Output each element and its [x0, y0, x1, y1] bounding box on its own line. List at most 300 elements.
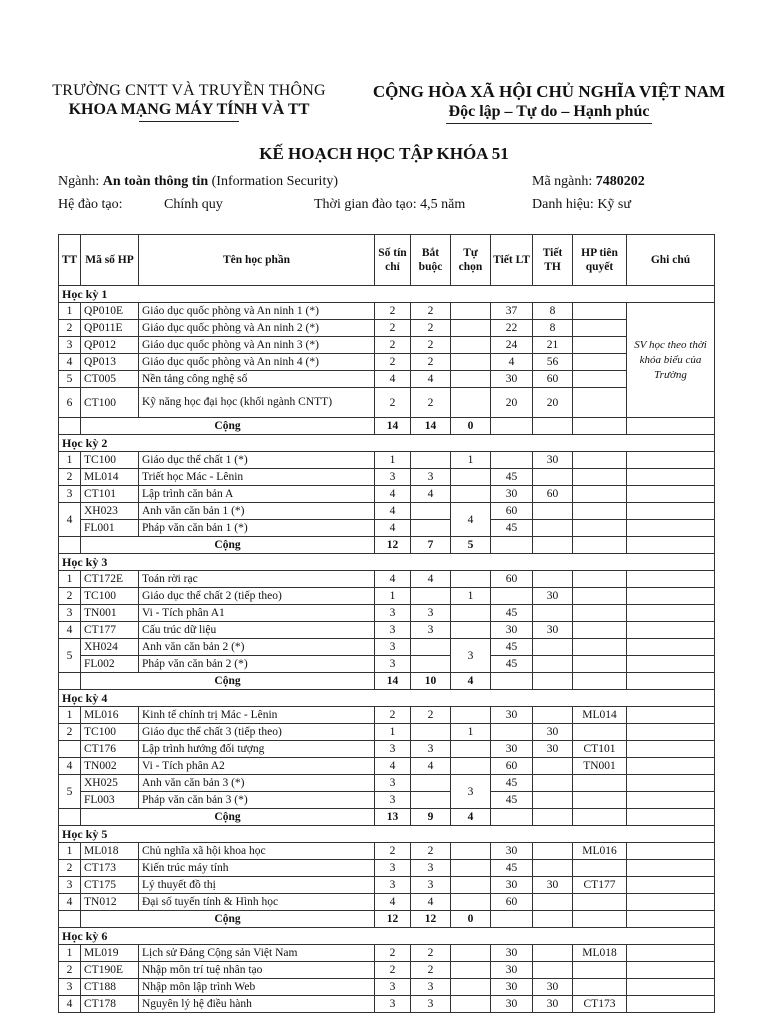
credits: 3	[375, 979, 411, 996]
header-required: Bắt buộc	[411, 235, 451, 286]
total-row	[59, 537, 715, 554]
credits: 2	[375, 337, 411, 354]
prerequisite	[573, 979, 627, 996]
empty-cell	[533, 673, 573, 690]
theory-hours: 60	[491, 571, 533, 588]
total-credits: 12	[375, 537, 411, 554]
semester-header-row	[59, 826, 715, 843]
header-note: Ghi chú	[627, 235, 715, 286]
total-credits: 12	[375, 911, 411, 928]
elective-credits	[451, 894, 491, 911]
course-name: Giáo dục thể chất 2 (tiếp theo)	[139, 588, 375, 605]
theory-hours: 60	[491, 758, 533, 775]
course-code: CT178	[81, 996, 139, 1013]
practice-hours	[533, 520, 573, 537]
required-credits: 3	[411, 605, 451, 622]
elective-credits	[451, 996, 491, 1013]
required-credits: 4	[411, 486, 451, 503]
practice-hours	[533, 656, 573, 673]
empty-cell	[533, 418, 573, 435]
row-number: 4	[59, 354, 81, 371]
practice-hours: 21	[533, 337, 573, 354]
required-credits: 2	[411, 303, 451, 320]
training-label: Hệ đào tạo:	[58, 197, 123, 212]
note-cell	[627, 588, 715, 605]
course-name: Anh văn căn bản 1 (*)	[139, 503, 375, 520]
note-cell	[627, 486, 715, 503]
header-tt: TT	[59, 235, 81, 286]
total-elective: 4	[451, 673, 491, 690]
note-cell	[627, 520, 715, 537]
required-credits	[411, 724, 451, 741]
header-credits: Số tín chỉ	[375, 235, 411, 286]
note-cell	[627, 962, 715, 979]
theory-hours: 30	[491, 843, 533, 860]
row-number: 5	[59, 371, 81, 388]
elective-credits	[451, 605, 491, 622]
prerequisite	[573, 588, 627, 605]
required-credits	[411, 588, 451, 605]
course-code: TN001	[81, 605, 139, 622]
theory-hours: 24	[491, 337, 533, 354]
total-required: 9	[411, 809, 451, 826]
table-row	[59, 877, 715, 894]
theory-hours: 30	[491, 622, 533, 639]
empty-cell	[533, 809, 573, 826]
required-credits	[411, 503, 451, 520]
course-code: CT175	[81, 877, 139, 894]
total-credits: 14	[375, 673, 411, 690]
course-name: Toán rời rạc	[139, 571, 375, 588]
required-credits	[411, 775, 451, 792]
semester-title: Học kỳ 5	[59, 826, 715, 843]
empty-cell	[627, 673, 715, 690]
course-name: Nhập môn trí tuệ nhân tạo	[139, 962, 375, 979]
credits: 1	[375, 452, 411, 469]
elective-credits: 3	[451, 775, 491, 809]
prerequisite	[573, 656, 627, 673]
major-info	[58, 174, 338, 190]
note-cell	[627, 979, 715, 996]
elective-credits	[451, 388, 491, 418]
theory-hours: 30	[491, 979, 533, 996]
note-cell	[627, 656, 715, 673]
course-code: CT100	[81, 388, 139, 418]
semester-note: SV học theo thời khóa biểu của Trường	[627, 303, 715, 418]
prerequisite	[573, 724, 627, 741]
prerequisite: CT101	[573, 741, 627, 758]
course-name: Nhập môn lập trình Web	[139, 979, 375, 996]
empty-cell	[59, 537, 81, 554]
motto-underline	[446, 123, 652, 124]
empty-cell	[573, 418, 627, 435]
credits: 3	[375, 622, 411, 639]
practice-hours: 60	[533, 486, 573, 503]
note-cell	[627, 758, 715, 775]
prerequisite	[573, 354, 627, 371]
prerequisite	[573, 571, 627, 588]
prerequisite: CT173	[573, 996, 627, 1013]
theory-hours: 45	[491, 775, 533, 792]
course-code: TC100	[81, 724, 139, 741]
required-credits: 3	[411, 741, 451, 758]
prerequisite	[573, 860, 627, 877]
elective-credits	[451, 860, 491, 877]
theory-hours	[491, 588, 533, 605]
empty-cell	[59, 418, 81, 435]
table-row	[59, 388, 715, 418]
empty-cell	[573, 911, 627, 928]
row-number: 2	[59, 962, 81, 979]
credits: 2	[375, 707, 411, 724]
table-row	[59, 588, 715, 605]
theory-hours: 45	[491, 520, 533, 537]
empty-cell	[573, 809, 627, 826]
total-label: Cộng	[81, 911, 375, 928]
credits: 2	[375, 320, 411, 337]
table-row	[59, 979, 715, 996]
total-row	[59, 911, 715, 928]
row-number: 2	[59, 469, 81, 486]
course-code: CT172E	[81, 571, 139, 588]
elective-credits	[451, 843, 491, 860]
total-elective: 4	[451, 809, 491, 826]
course-name: Giáo dục quốc phòng và An ninh 1 (*)	[139, 303, 375, 320]
required-credits	[411, 639, 451, 656]
note-cell	[627, 741, 715, 758]
course-code: CT101	[81, 486, 139, 503]
training-value: Chính quy	[164, 197, 223, 212]
row-number: 4	[59, 503, 81, 537]
row-number: 3	[59, 337, 81, 354]
header-course-name: Tên học phần	[139, 235, 375, 286]
elective-credits: 1	[451, 452, 491, 469]
credits: 1	[375, 724, 411, 741]
prerequisite: TN001	[573, 758, 627, 775]
theory-hours: 22	[491, 320, 533, 337]
empty-cell	[59, 809, 81, 826]
row-number: 1	[59, 303, 81, 320]
course-name: Giáo dục quốc phòng và An ninh 2 (*)	[139, 320, 375, 337]
empty-cell	[573, 537, 627, 554]
course-name: Kiến trúc máy tính	[139, 860, 375, 877]
practice-hours: 30	[533, 741, 573, 758]
total-elective: 5	[451, 537, 491, 554]
credits: 3	[375, 741, 411, 758]
prerequisite	[573, 469, 627, 486]
prerequisite	[573, 320, 627, 337]
practice-hours: 30	[533, 877, 573, 894]
faculty-name: KHOA MẠNG MÁY TÍNH VÀ TT	[68, 101, 310, 118]
practice-hours: 60	[533, 371, 573, 388]
required-credits: 4	[411, 758, 451, 775]
table-row	[59, 945, 715, 962]
row-number: 1	[59, 452, 81, 469]
practice-hours: 20	[533, 388, 573, 418]
credits: 4	[375, 520, 411, 537]
semester-header-row	[59, 554, 715, 571]
credits: 4	[375, 503, 411, 520]
course-name: Giáo dục thể chất 3 (tiếp theo)	[139, 724, 375, 741]
course-name: Lập trình hướng đối tượng	[139, 741, 375, 758]
elective-credits	[451, 371, 491, 388]
table-row	[59, 843, 715, 860]
course-name: Vi - Tích phân A2	[139, 758, 375, 775]
table-row	[59, 724, 715, 741]
total-credits: 13	[375, 809, 411, 826]
elective-credits	[451, 622, 491, 639]
total-label: Cộng	[81, 809, 375, 826]
required-credits: 3	[411, 622, 451, 639]
course-code: CT190E	[81, 962, 139, 979]
credits: 2	[375, 388, 411, 418]
course-name: Giáo dục quốc phòng và An ninh 4 (*)	[139, 354, 375, 371]
major-label: Ngành:	[58, 174, 100, 189]
note-cell	[627, 452, 715, 469]
major-name: An toàn thông tin	[102, 174, 209, 189]
elective-credits	[451, 486, 491, 503]
theory-hours: 4	[491, 354, 533, 371]
prerequisite	[573, 792, 627, 809]
empty-cell	[59, 673, 81, 690]
credits: 4	[375, 371, 411, 388]
elective-credits	[451, 979, 491, 996]
table-row	[59, 622, 715, 639]
required-credits: 2	[411, 962, 451, 979]
row-number: 1	[59, 945, 81, 962]
table-row	[59, 860, 715, 877]
course-code: TC100	[81, 452, 139, 469]
course-name: Giáo dục quốc phòng và An ninh 3 (*)	[139, 337, 375, 354]
practice-hours	[533, 469, 573, 486]
table-row	[59, 520, 715, 537]
note-cell	[627, 996, 715, 1013]
course-name: Lịch sử Đảng Cộng sản Việt Nam	[139, 945, 375, 962]
row-number: 5	[59, 639, 81, 673]
empty-cell	[573, 673, 627, 690]
required-credits: 3	[411, 469, 451, 486]
note-cell	[627, 605, 715, 622]
table-row	[59, 469, 715, 486]
row-number: 2	[59, 588, 81, 605]
course-name: Anh văn căn bản 3 (*)	[139, 775, 375, 792]
elective-credits	[451, 571, 491, 588]
course-code: CT176	[81, 741, 139, 758]
row-number: 1	[59, 843, 81, 860]
required-credits: 3	[411, 877, 451, 894]
practice-hours: 30	[533, 622, 573, 639]
credits: 2	[375, 303, 411, 320]
table-row	[59, 758, 715, 775]
row-number: 4	[59, 894, 81, 911]
note-cell	[627, 469, 715, 486]
practice-hours	[533, 843, 573, 860]
elective-credits	[451, 707, 491, 724]
semester-title: Học kỳ 1	[59, 286, 715, 303]
practice-hours	[533, 707, 573, 724]
required-credits: 2	[411, 337, 451, 354]
empty-cell	[491, 537, 533, 554]
credits: 3	[375, 792, 411, 809]
elective-credits: 1	[451, 588, 491, 605]
total-row	[59, 809, 715, 826]
prerequisite	[573, 337, 627, 354]
table-body	[59, 286, 715, 1013]
practice-hours	[533, 962, 573, 979]
credits: 3	[375, 775, 411, 792]
required-credits: 2	[411, 843, 451, 860]
semester-title: Học kỳ 3	[59, 554, 715, 571]
table-row	[59, 503, 715, 520]
practice-hours	[533, 775, 573, 792]
semester-header-row	[59, 690, 715, 707]
prerequisite	[573, 303, 627, 320]
note-cell	[627, 877, 715, 894]
training-duration: Thời gian đào tạo: 4,5 năm	[314, 197, 466, 212]
course-code: TN012	[81, 894, 139, 911]
row-number: 4	[59, 758, 81, 775]
total-row	[59, 673, 715, 690]
header-prerequisite: HP tiên quyết	[573, 235, 627, 286]
credits: 3	[375, 860, 411, 877]
total-elective: 0	[451, 911, 491, 928]
empty-cell	[627, 809, 715, 826]
note-cell	[627, 724, 715, 741]
note-cell	[627, 503, 715, 520]
course-code: QP012	[81, 337, 139, 354]
table-row	[59, 656, 715, 673]
header-elective: Tự chọn	[451, 235, 491, 286]
practice-hours: 30	[533, 588, 573, 605]
course-name: Kỹ năng học đại học (khối ngành CNTT)	[139, 388, 375, 418]
practice-hours: 30	[533, 724, 573, 741]
theory-hours: 30	[491, 945, 533, 962]
credits: 4	[375, 894, 411, 911]
total-row	[59, 418, 715, 435]
credits: 4	[375, 486, 411, 503]
national-title: CỘNG HÒA XÃ HỘI CHỦ NGHĨA VIỆT NAM	[372, 82, 726, 101]
prerequisite: ML018	[573, 945, 627, 962]
prerequisite	[573, 486, 627, 503]
theory-hours: 30	[491, 877, 533, 894]
row-number: 2	[59, 320, 81, 337]
note-cell	[627, 707, 715, 724]
credits: 2	[375, 945, 411, 962]
prerequisite	[573, 388, 627, 418]
course-code: TC100	[81, 588, 139, 605]
course-name: Đại số tuyến tính & Hình học	[139, 894, 375, 911]
prerequisite	[573, 371, 627, 388]
empty-cell	[491, 418, 533, 435]
required-credits: 4	[411, 894, 451, 911]
theory-hours	[491, 724, 533, 741]
course-name: Triết học Mác - Lênin	[139, 469, 375, 486]
prerequisite: ML014	[573, 707, 627, 724]
row-number: 6	[59, 388, 81, 418]
theory-hours: 45	[491, 860, 533, 877]
total-credits: 14	[375, 418, 411, 435]
table-row	[59, 303, 715, 320]
note-cell	[627, 775, 715, 792]
row-number: 3	[59, 605, 81, 622]
course-code: FL002	[81, 656, 139, 673]
table-row	[59, 894, 715, 911]
note-cell	[627, 792, 715, 809]
practice-hours	[533, 758, 573, 775]
elective-credits	[451, 877, 491, 894]
required-credits	[411, 452, 451, 469]
total-label: Cộng	[81, 537, 375, 554]
theory-hours: 30	[491, 962, 533, 979]
prerequisite: ML016	[573, 843, 627, 860]
credits: 3	[375, 639, 411, 656]
practice-hours: 56	[533, 354, 573, 371]
practice-hours: 8	[533, 303, 573, 320]
total-required: 7	[411, 537, 451, 554]
course-name: Chủ nghĩa xã hội khoa học	[139, 843, 375, 860]
course-code: ML014	[81, 469, 139, 486]
table-row	[59, 962, 715, 979]
credits: 2	[375, 354, 411, 371]
practice-hours	[533, 571, 573, 588]
note-cell	[627, 945, 715, 962]
table-row	[59, 639, 715, 656]
practice-hours: 30	[533, 979, 573, 996]
course-code: CT173	[81, 860, 139, 877]
row-number: 1	[59, 571, 81, 588]
row-number: 2	[59, 860, 81, 877]
course-code: CT177	[81, 622, 139, 639]
theory-hours: 30	[491, 486, 533, 503]
course-name: Pháp văn căn bản 3 (*)	[139, 792, 375, 809]
course-code: ML019	[81, 945, 139, 962]
prerequisite	[573, 622, 627, 639]
elective-credits: 1	[451, 724, 491, 741]
major-code	[532, 174, 645, 190]
required-credits: 2	[411, 707, 451, 724]
theory-hours: 30	[491, 741, 533, 758]
course-name: Kinh tế chính trị Mác - Lênin	[139, 707, 375, 724]
header-underline	[139, 121, 239, 122]
credits: 3	[375, 605, 411, 622]
course-code: QP010E	[81, 303, 139, 320]
credits: 2	[375, 843, 411, 860]
required-credits: 2	[411, 320, 451, 337]
course-name: Giáo dục thể chất 1 (*)	[139, 452, 375, 469]
semester-header-row	[59, 435, 715, 452]
header-course-code: Mã số HP	[81, 235, 139, 286]
required-credits: 2	[411, 945, 451, 962]
credits: 4	[375, 571, 411, 588]
elective-credits	[451, 945, 491, 962]
prerequisite	[573, 894, 627, 911]
course-name: Nguyên lý hệ điều hành	[139, 996, 375, 1013]
row-number: 3	[59, 486, 81, 503]
course-name: Lý thuyết đồ thị	[139, 877, 375, 894]
course-code: ML016	[81, 707, 139, 724]
row-number: 5	[59, 775, 81, 809]
required-credits: 2	[411, 354, 451, 371]
table-row	[59, 371, 715, 388]
prerequisite	[573, 452, 627, 469]
course-code: XH023	[81, 503, 139, 520]
school-header	[34, 82, 344, 122]
elective-credits	[451, 758, 491, 775]
prerequisite	[573, 520, 627, 537]
empty-cell	[533, 911, 573, 928]
header-practice-hours: Tiết TH	[533, 235, 573, 286]
table-row	[59, 320, 715, 337]
